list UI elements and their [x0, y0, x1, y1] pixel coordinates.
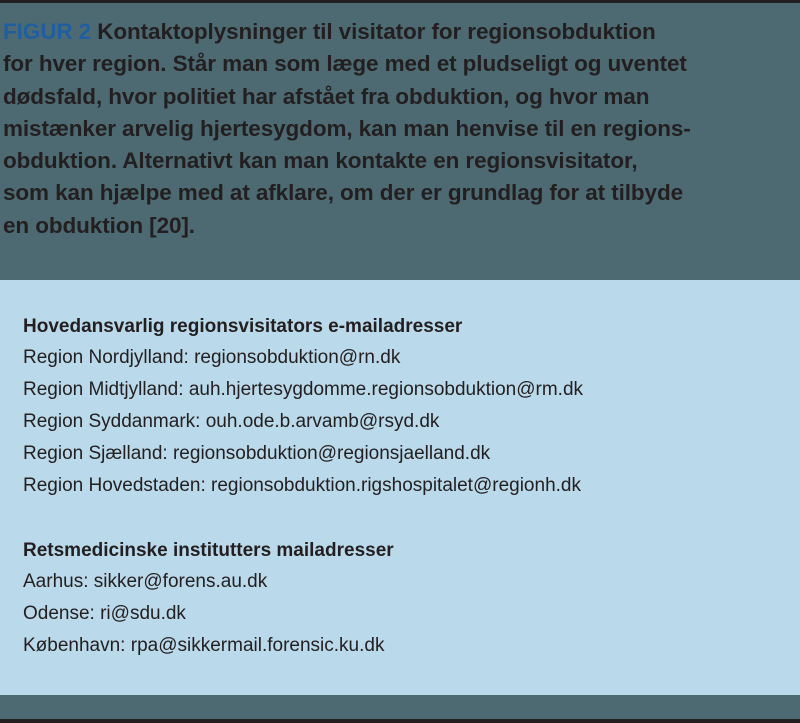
contact-box	[0, 280, 800, 695]
regional-visitators-section	[23, 311, 583, 502]
caption-line: mistænker arvelig hjertesygdom, kan man henvise til en regions-	[3, 115, 691, 141]
email-link[interactable]: rpa@sikkermail.forensic.ku.dk	[130, 635, 385, 656]
contact-entry-sjaelland	[23, 438, 583, 470]
email-link[interactable]: ouh.ode.b.arvamb@rsyd.dk	[205, 411, 440, 432]
email-link[interactable]: regionsobduktion.rigshospitalet@regionh.dk	[211, 475, 581, 496]
email-link[interactable]: ri@sdu.dk	[100, 603, 186, 624]
institute-label: Aarhus:	[23, 571, 94, 592]
figure-label: FIGUR 2	[3, 19, 92, 44]
email-link[interactable]: regionsobduktion@regionsjaelland.dk	[172, 443, 491, 464]
caption-line: dødsfald, hvor politiet har afstået fra obduktion, og hvor man	[3, 83, 650, 109]
contact-entry-koebenhavn	[23, 630, 394, 662]
institute-label: Odense:	[23, 603, 101, 624]
email-link[interactable]: regionsobduktion@rn.dk	[194, 347, 401, 368]
email-link[interactable]: auh.hjertesygdomme.regionsobduktion@rm.dk	[188, 379, 584, 400]
section-heading: Hovedansvarlig regionsvisitators e-mailadresser	[23, 316, 463, 337]
contact-entry-midtjylland	[23, 374, 583, 406]
top-border	[0, 0, 800, 3]
caption-line: som kan hjælpe med at afklare, om der er grundlag for at tilbyde	[3, 180, 684, 206]
bottom-border	[0, 719, 800, 723]
contact-entry-syddanmark	[23, 406, 583, 438]
institute-label: København:	[23, 635, 131, 656]
region-label: Region Midtjylland:	[23, 379, 189, 400]
contact-entry-hovedstaden	[23, 470, 583, 502]
caption-line: FIGUR 2 Kontaktoplysninger til visitator for regionsobduktion	[3, 19, 656, 44]
contact-entry-odense	[23, 598, 394, 630]
caption-line: obduktion. Alternativt kan man kontakte en regionsvisitator,	[3, 148, 638, 174]
section-heading: Retsmedicinske institutters mailadresser	[23, 540, 394, 561]
figure-caption	[3, 16, 798, 242]
caption-line: for hver region. Står man som læge med et pludseligt og uventet	[3, 51, 687, 77]
contact-entry-aarhus	[23, 566, 394, 598]
region-label: Region Nordjylland:	[23, 347, 195, 368]
region-label: Region Syddanmark:	[23, 411, 206, 432]
region-label: Region Hovedstaden:	[23, 475, 212, 496]
region-label: Region Sjælland:	[23, 443, 173, 464]
caption-line: en obduktion [20].	[3, 212, 195, 238]
forensic-institutes-section	[23, 535, 394, 662]
contact-entry-nordjylland	[23, 342, 583, 374]
email-link[interactable]: sikker@forens.au.dk	[93, 571, 268, 592]
